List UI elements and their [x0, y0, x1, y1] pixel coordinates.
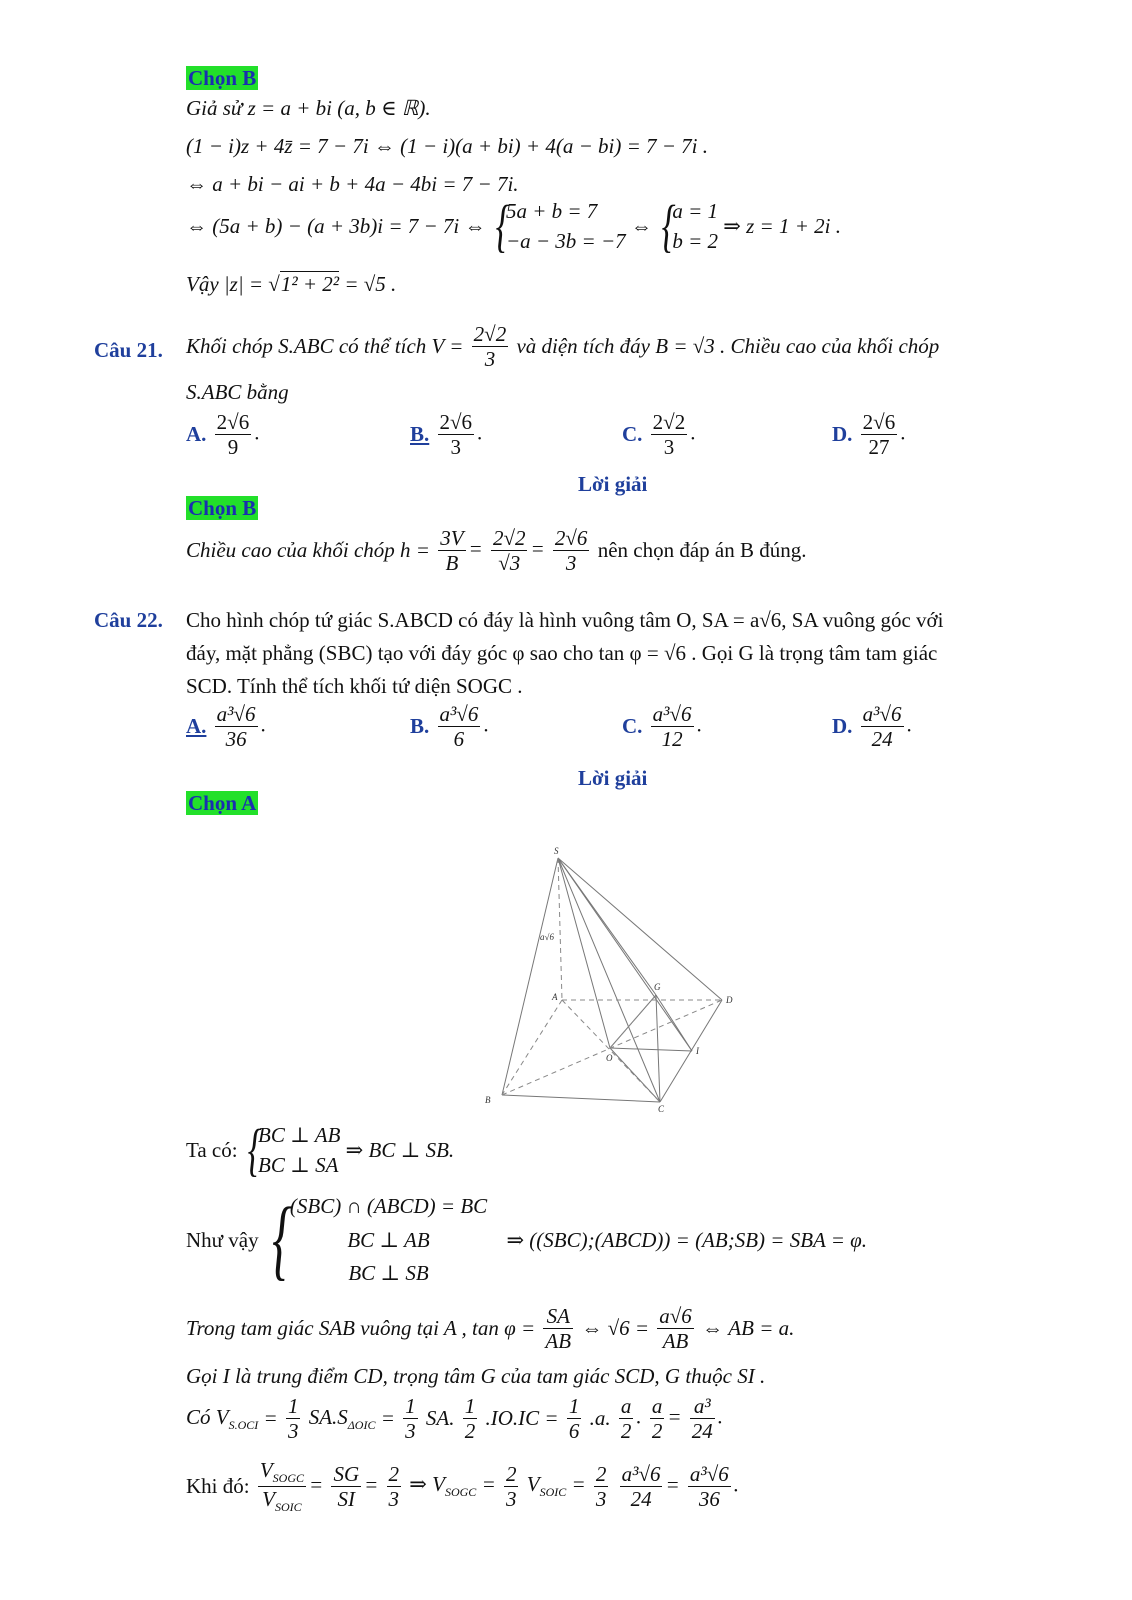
label-c: C	[658, 1104, 665, 1114]
q22-chon: Chọn A	[188, 791, 257, 815]
label-s: S	[554, 846, 559, 856]
q21-text2: S.ABC bằng	[186, 380, 289, 404]
q22-label: Câu 22.	[94, 608, 163, 632]
q22-volume-oci: Có $V_{S.OCI}$ = $\frac{1}{3}$ $SA.S_{\Delta OIC}$ = $\frac{1}{3}$ SA. $\frac{1}{2}$ .IO.IC = $\frac{1}{6}$ .a. $\frac{a}{2}$ . $\frac{a}{2}$ = $\frac{\text{a³}}{24}$ .	[186, 1394, 723, 1444]
q22-nhuvay: Như vậy { (SBC) ∩ (ABCD) = BC BC ⊥ AB BC ⊥ SB ⇒ ((SBC);(ABCD)) = (AB;SB) = SBA = φ.	[186, 1190, 868, 1290]
q22-option-b[interactable]: B. $\frac{\text{a³√6}}{6}$ .	[410, 702, 489, 752]
q21-solution: Chiều cao của khối chóp h = $\frac{3V}{B}$ = $\frac{2√2}{√3}$ = $\frac{2√6}{3}$ nên chọn đáp án B đúng.	[186, 526, 807, 576]
label-a: A	[552, 992, 558, 1002]
q21-option-b[interactable]: B. $\frac{2√6}{3}$ .	[410, 410, 483, 460]
q22-line2: đáy, mặt phẳng (SBC) tạo với đáy góc φ sao cho tan φ = √6 . Gọi G là trọng tâm tam giác	[186, 641, 938, 665]
sol20-line5: Vậy |z| = √1² + 2² = √5 .	[186, 272, 397, 296]
q22-option-c[interactable]: C. $\frac{\text{a³√6}}{12}$ .	[622, 702, 702, 752]
label-i: I	[696, 1046, 699, 1056]
q21-option-d[interactable]: D. $\frac{2√6}{27}$ .	[832, 410, 906, 460]
edge-ac	[562, 1000, 660, 1102]
label-edge: a√6	[540, 932, 554, 942]
q22-triangle: Trong tam giác SAB vuông tại A , tan φ = $\frac{SA}{AB}$ ⇔ √6 = $\frac{a√6}{AB}$ ⇔ AB = a.	[186, 1304, 795, 1354]
label-g: G	[654, 982, 661, 992]
q22-taco: Ta có: { BC ⊥ AB BC ⊥ SA ⇒ BC ⊥ SB.	[186, 1117, 455, 1183]
q22-line1: Cho hình chóp tứ giác S.ABCD có đáy là hình vuông tâm O, SA = a√6, SA vuông góc với	[186, 608, 944, 632]
q21-loigiai: Lời giải	[578, 472, 648, 496]
sol20-line2: (1 − i)z + 4z̄ = 7 − 7i ⇔ (1 − i)(a + bi) + 4(a − bi) = 7 − 7i .	[186, 134, 709, 158]
sol20-line1: Giả sử z = a + bi (a, b ∈ ℝ).	[186, 96, 431, 120]
edge-sb	[502, 858, 558, 1095]
edge-sd	[558, 858, 722, 1000]
edge-so	[558, 858, 610, 1048]
pyramid-figure	[480, 840, 750, 1115]
q21-option-c[interactable]: C. $\frac{2√2}{3}$ .	[622, 410, 696, 460]
q22-option-a[interactable]: A. $\frac{\text{a³√6}}{36}$ .	[186, 702, 266, 752]
q21-text: Khối chóp S.ABC có thể tích V = $\frac{2√2}{3}$ và diện tích đáy B = √3 . Chiều cao của khối chóp	[186, 322, 940, 372]
label-o: O	[606, 1053, 613, 1063]
q22-loigiai: Lời giải	[578, 766, 648, 790]
label-b: B	[485, 1095, 491, 1105]
q21-label: Câu 21.	[94, 338, 163, 362]
label-d: D	[726, 995, 733, 1005]
q22-option-d[interactable]: D. $\frac{\text{a³√6}}{24}$ .	[832, 702, 912, 752]
q22-khido: Khi đó: $\frac{V_{SOGC}}{V_{SOIC}}$ = $\frac{SG}{SI}$ = $\frac{2}{3}$ ⇒ $V_{SOGC}$ = $\frac{2}{3}$ $V_{SOIC}$ = $\frac{2}{3}$ $\frac{\text{a³√6}}{24}$ = $\frac{\text{a³√6}}{36}$ .	[186, 1458, 739, 1515]
edge-ab	[502, 1000, 562, 1095]
sol20-chon: Chọn B	[188, 66, 257, 90]
q22-goi: Gọi I là trung điểm CD, trọng tâm G của tam giác SCD, G thuộc SI .	[186, 1364, 766, 1388]
q22-line3: SCD. Tính thể tích khối tứ diện SOGC .	[186, 674, 523, 698]
edge-gc	[656, 995, 660, 1102]
q21-option-a[interactable]: A. $\frac{2√6}{9}$ .	[186, 410, 260, 460]
q21-chon: Chọn B	[188, 496, 257, 520]
sol20-line3: ⇔ a + bi − ai + b + 4a − 4bi = 7 − 7i.	[186, 172, 519, 196]
edge-bc	[502, 1095, 660, 1102]
edge-sa	[558, 858, 562, 1000]
edge-oi	[610, 1048, 692, 1051]
sol20-line4: ⇔ (5a + b) − (a + 3b)i = 7 − 7i ⇔ { 5a + b = 7 −a − 3b = −7 ⇔ { a = 1 b = 2 ⇒ z = 1 + 2i .	[186, 193, 841, 259]
